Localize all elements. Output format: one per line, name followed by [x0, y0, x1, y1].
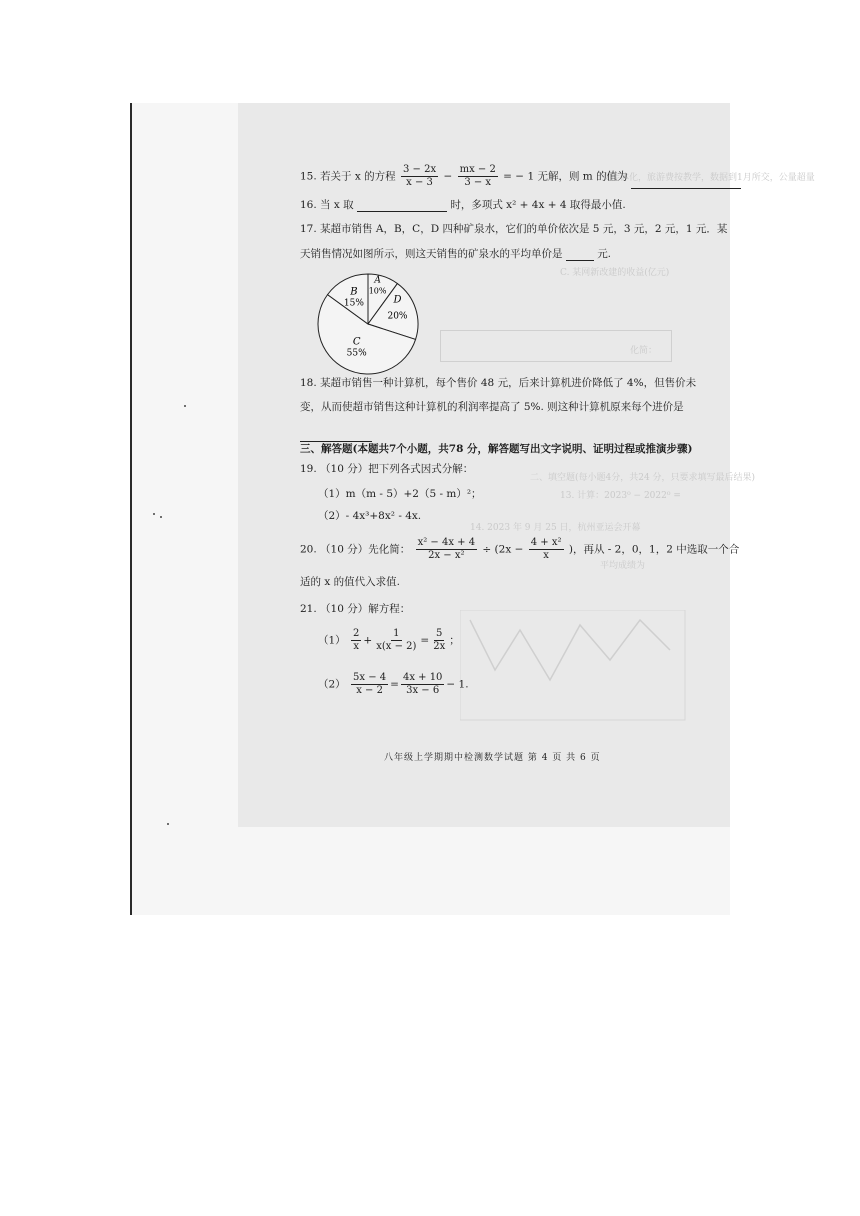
pie-label-a: A [374, 275, 381, 286]
bleed-line-chart [460, 610, 690, 730]
q21-p1-end: ； [449, 634, 460, 647]
q16-answer-blank [357, 199, 447, 212]
q21-p2-a-num: 5x − 4 [353, 672, 387, 683]
pie-label-d: D [393, 294, 402, 306]
q20-fraction-2 [529, 537, 564, 562]
scan-speck [184, 405, 186, 407]
q21-p1-b-den: x(x − 2) [376, 641, 417, 652]
q21-p1-frac-b [374, 628, 418, 653]
q21-p2-a-den: x − 2 [356, 685, 383, 696]
pie-value-a: 10% [368, 286, 387, 296]
q21-p1-c-den: 2x [433, 641, 446, 652]
scan-edge-line [130, 103, 132, 915]
pie-value-b: 15% [343, 298, 364, 309]
section-3-heading: 三、解答题(本题共7个小题，共78 分，解答题写出文字说明、证明过程或推演步骤) [300, 443, 693, 455]
q15-f1-numerator: 3 − 2x [402, 164, 437, 175]
q20-prefix: 20. （10 分）先化简： [300, 543, 411, 556]
q15-fraction-2 [458, 164, 498, 189]
question-18-line1: 18. 某超市销售一种计算机，每个售价 48 元，后来计算机进价降低了 4%，但售价未 [300, 377, 697, 389]
q21-p2-b-num: 4x + 10 [402, 672, 443, 683]
question-19-part2: （2）- 4x³+8x² - 4x. [318, 510, 422, 522]
bleed-text: 化简： [630, 346, 658, 356]
q16-suffix: 时，多项式 x² + 4x + 4 取得最小值. [450, 199, 626, 211]
question-17-line1: 17. 某超市销售 A，B，C，D 四种矿泉水，它们的单价依次是 5 元，3 元，2 元，1 元．某 [300, 223, 728, 235]
question-21-part1: （1） $\frac{2}{x}$ + $\frac{1}{x(x - 2)}$ = $\frac{5}{2x}$ ； [318, 628, 460, 652]
bleed-text: 二、填空题(每小题4分，共24 分，只要求填写最后结果) [530, 473, 756, 483]
bleed-text: 文能体化，旅游费按教学，数据到1月所交，公量超量 [602, 173, 815, 183]
pie-chart [312, 270, 428, 378]
q18-text: 变，从而使超市销售这种计算机的利润率提高了 5%. 则这种计算机原来每个进价是 [300, 401, 684, 413]
scan-speck [160, 516, 162, 518]
q21-p2-label: （2） [318, 678, 346, 691]
pie-label-b: B [350, 286, 358, 298]
question-18-answer-line [300, 428, 372, 442]
q20-suffix: )，再从 - 2，0，1，2 中选取一个合 [568, 543, 740, 556]
q15-f2-numerator: mx − 2 [459, 164, 496, 175]
bleed-text: 14. 2023 年 9 月 25 日，杭州亚运会开幕 [470, 523, 641, 533]
question-19-part1: （1）m（m - 5）+2（5 - m）²； [318, 488, 482, 500]
q17-answer-blank [566, 248, 594, 261]
pie-value-c: 55% [346, 348, 367, 359]
q15-prefix: 15. 若关于 x 的方程 [300, 170, 396, 183]
page-footer: 八年级上学期期中检测数学试题 第 4 页 共 6 页 [384, 753, 601, 763]
q15-f1-denominator: x − 3 [406, 177, 433, 188]
pie-value-d: 20% [387, 311, 408, 322]
bleed-text: 13. 计算：2023⁰ − 2022⁰ = [560, 491, 681, 501]
question-16 [300, 198, 626, 212]
q21-p1-a-num: 2 [353, 628, 360, 639]
q21-p1-a-den: x [353, 641, 360, 652]
question-21-title: 21. （10 分）解方程： [300, 603, 411, 615]
q18-answer-blank [300, 429, 372, 442]
q20-mid: ÷ (2x − [482, 543, 524, 556]
bleed-text: 平均成绩为 [600, 561, 646, 571]
q21-p1-b-num: 1 [393, 628, 400, 639]
q21-p1-frac-a [351, 628, 361, 653]
bleed-text: C. 某网新改建的收益(亿元) [560, 268, 670, 278]
q21-p2-b-den: 3x − 6 [406, 685, 440, 696]
q15-minus: − [443, 170, 453, 183]
q21-p2-frac-a [351, 672, 388, 697]
q20-f1-denominator: 2x − x² [428, 550, 465, 561]
scan-speck [153, 513, 155, 515]
question-17-line2 [300, 247, 611, 261]
question-18-line2 [300, 400, 684, 414]
q20-f2-denominator: x [543, 550, 549, 561]
q21-p2-frac-b [401, 672, 444, 697]
question-15 [300, 164, 741, 189]
pie-label-c: C [352, 336, 361, 348]
q20-fraction-1 [416, 537, 478, 562]
scan-speck [167, 823, 169, 825]
q21-p1-frac-c [431, 628, 447, 653]
question-21-part2: （2） $\frac{5x - 4}{x - 2}$ = $\frac{4x + 10}{3x - 6}$ − 1. [318, 672, 469, 696]
q21-p2-end: − 1. [446, 678, 469, 691]
q20-f2-numerator: 4 + x² [530, 537, 562, 548]
q21-p1-label: （1） [318, 634, 346, 647]
question-19-title: 19. （10 分）把下列各式因式分解： [300, 463, 474, 475]
q21-p1-c-num: 5 [436, 628, 443, 639]
q20-f1-numerator: x² − 4x + 4 [417, 537, 476, 548]
question-20-line2: 适的 x 的值代入求值. [300, 576, 400, 588]
q15-fraction-1 [401, 164, 438, 189]
q15-answer-blank [631, 176, 741, 189]
q16-prefix: 16. 当 x 取 [300, 199, 354, 211]
q15-f2-denominator: 3 − x [464, 177, 492, 188]
q17-unit: 元. [597, 248, 612, 260]
q17-text: 天销售情况如图所示，则这天销售的矿泉水的平均单价是 [300, 248, 563, 260]
question-20 [300, 537, 739, 562]
q15-suffix: = − 1 无解，则 m 的值为 [503, 170, 628, 183]
